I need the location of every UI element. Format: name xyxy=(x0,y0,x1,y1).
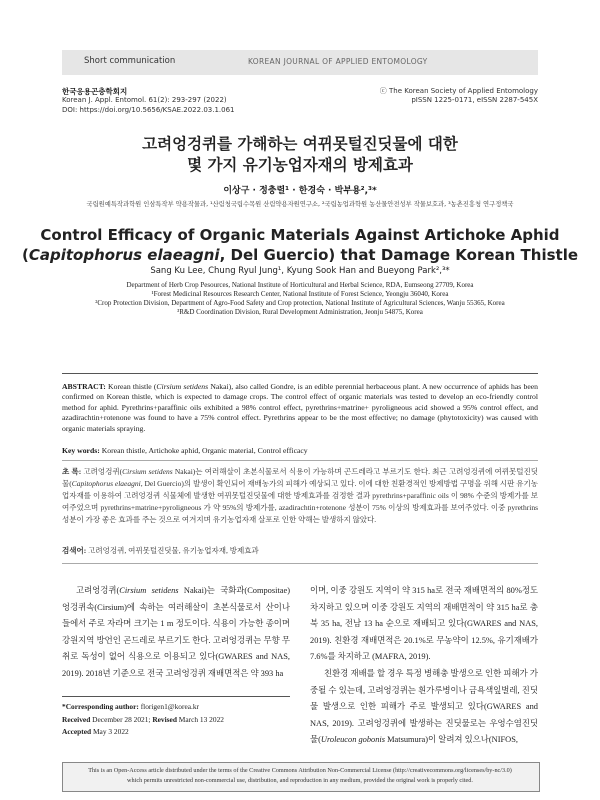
body-text-3: 친환경 재배를 할 경우 특정 병해충 발생으로 인한 피해가 가중될 수 있는데, 고려엉겅퀴는 흰가루병이나 금욕색잎벌레, 진딧물 발생으로 인한 피해가 주로 발생되고 있다(GWARES and NAS, 2019). 고려엉겅퀴에 발생하는 진딧물로는 우엉수염진딧물( xyxy=(310,668,538,745)
doi-link[interactable]: DOI: https://doi.org/10.5656/KSAE.2022.03.1.061 xyxy=(62,106,235,114)
body-text-2: Nakai)는 국화과(Compositae) 엉겅퀴속(Cirsium)에 속하는 여러해살이 초본식물로서 산이나 들에서 주로 자라며 크기는 1 m 정도이다. 식용이 가능한 종이며 강원지역 방언인 곤드레로 부르기도 한다. 고려엉겅퀴는 무향 무취로 독성이 없어 식용으로 이용되고 있다(GWARES and NAS, 2019). 2018년 기준으로 전국 고려엉겅퀴 재배면적은 약 393 ha xyxy=(62,586,290,678)
accepted xyxy=(62,726,290,739)
accepted-label: Accepted xyxy=(62,727,92,736)
body-paragraph-1: 이며, 이중 강원도 지역이 약 315 ha로 전국 재배면적의 80%정도 차지하고 있으며 이중 강원도 지역의 재배면적이 약 315 ha로 충북 35 ha, 전남 13 ha 순으로 재배되고 있다(GWARES and NAS, 2019). 친환경 재배면적은 20.1%로 무농약이 12.5%, 유기재배가 7.6%를 차지하고 (MAFRA, 2019). xyxy=(310,586,538,662)
footnote-rule xyxy=(62,696,290,697)
title-korean-line2: 몇 가지 유기농업자재의 방제효과 xyxy=(187,156,413,174)
article-type: Short communication xyxy=(84,56,176,66)
revised-label: Revised xyxy=(150,714,177,724)
korean-abstract-species-2: Capitophorus elaeagni xyxy=(71,479,141,488)
keywords xyxy=(62,446,538,455)
affiliation-en-2: ²Crop Protection Division, Department of Agro-Food Safety and Crop protection, National Institute of Agricultural Sciences, Wanju 55365, Korea xyxy=(95,299,505,307)
copyright: ⓒ The Korean Society of Applied Entomology xyxy=(379,87,538,95)
korean-abstract-text-2: Nakai)는 여러해살이 초본식물로서 식용이 가능하며 곤드레라고 부르기도 한다. 최근 고려엉겅퀴에 여뀌못털진딧물( xyxy=(62,467,538,488)
authors-english: Sang Ku Lee, Chung Ryul Jung¹, Kyung Sook Han and Bueyong Park²,³* xyxy=(150,266,450,276)
korean-abstract-species-1: Cirsium setidens xyxy=(122,467,173,476)
journal-name-header: KOREAN JOURNAL OF APPLIED ENTOMOLOGY xyxy=(248,57,428,66)
body-paragraph xyxy=(62,583,290,683)
abstract xyxy=(62,382,538,434)
body-text-1: 고려엉겅퀴( xyxy=(76,586,120,595)
title-english-line2-rest: , Del Guercio) that Damage Korean Thistle xyxy=(219,246,579,264)
citation: Korean J. Appl. Entomol. 61(2): 293-297 (2022) xyxy=(62,96,227,104)
received-date: December 28 2021; xyxy=(90,714,151,724)
korean-abstract-label: 초 록: xyxy=(62,467,82,476)
abstract-rule-bottom xyxy=(62,460,538,461)
open-access-line1: This is an Open-Access article distributed under the terms of the Creative Commons Attribution Non-Commercial License (http://creativecommons.org/licenses/by-nc/3.0) xyxy=(88,767,512,774)
footnote xyxy=(62,701,290,739)
revised-date: March 13 2022 xyxy=(176,714,224,724)
korean-keywords-text: 고려엉겅퀴, 여뀌못털진딧물, 유기농업자재, 방제효과 xyxy=(86,546,259,555)
accepted-date: May 3 2022 xyxy=(91,727,129,736)
open-access-notice xyxy=(66,766,534,786)
body-column-right xyxy=(310,583,538,749)
journal-korean-name: 한국응용곤충학회지 xyxy=(62,87,128,96)
received-revised xyxy=(62,714,290,727)
korean-abstract-text-3: , Del Guercio)의 발생이 확인되어 재배농가의 피해가 예상되고 있다. 이에 대한 친환경적인 방제방법 구명을 위해 시판 유기농업자재를 이용하여 고려엉겅퀴 식물체에 발생한 여뀌못털진딧물에 대한 방제효과를 검정한 결과 pyrethrins+paraffinic oils 이 98% 수준의 방제가를 보여주었으며 pyrethrins+matrine+pyroligneous 가 약 95%의 방제가를, azadirachtin+rotenone 성분이 75% 이상의 방제효과를 보여주었다. 이중 pyrethrins 성분이 가장 좋은 효과를 주는 것으로 여겨지며 유기농업자재 살포로 인한 약해는 발생하지 않았다. xyxy=(62,479,538,524)
corresponding-email[interactable]: florigen1@korea.kr xyxy=(138,702,200,711)
korean-abstract-rule xyxy=(62,563,538,564)
title-english-line1: Control Efficacy of Organic Materials Against Artichoke Aphid xyxy=(40,226,560,244)
korean-keywords-label: 검색어: xyxy=(62,546,87,555)
species-name: Capitophorus elaeagni xyxy=(28,246,220,264)
authors-korean: 이상구 · 정충렬¹ · 한경숙 · 박부용²,³* xyxy=(223,186,377,196)
corresponding-label: *Corresponding author: xyxy=(62,702,139,711)
korean-keywords xyxy=(62,545,538,556)
abstract-species: Cirsium setidens xyxy=(156,382,209,391)
issn: pISSN 1225-0171, eISSN 2287-545X xyxy=(411,96,538,104)
title-english-line2 xyxy=(0,246,600,264)
abstract-label: ABSTRACT: xyxy=(62,382,106,391)
body-column-left xyxy=(62,583,290,683)
title-korean-line1: 고려엉겅퀴를 가해하는 여뀌못털진딧물에 대한 xyxy=(142,135,458,153)
abstract-rule xyxy=(62,373,538,374)
affiliation-en-0: Department of Herb Crop Pesources, National Institute of Horticultural and Herbal Science, RDA, Eumseong 27709, Korea xyxy=(126,281,474,289)
affiliation-en-3: ³R&D Coordination Division, Rural Development Administration, Jeonju 54875, Korea xyxy=(177,308,423,316)
body-species-2: Uroleucon gobonis xyxy=(320,735,386,745)
korean-abstract-text-1: 고려엉겅퀴( xyxy=(81,467,123,476)
affiliations-korean: 국립원예특작과학원 인삼특작부 약용작물과, ¹산림청국립수목원 산림약용자원연구소, ²국립농업과학원 농산물안전성부 작물보호과, ³농촌진흥청 연구정책국 xyxy=(86,201,514,208)
body-paragraph-2 xyxy=(310,666,538,749)
corresponding-author xyxy=(62,701,290,714)
keywords-label: Key words: xyxy=(62,446,100,455)
affiliation-en-1: ¹Forest Medicinal Resources Research Center, National Institute of Forest Science, Yeongju 36040, Korea xyxy=(151,290,449,298)
open-access-line2: which permits unrestricted non-commercial use, distribution, and reproduction in any medium, provided the original work is properly cited. xyxy=(127,777,473,784)
korean-abstract xyxy=(62,466,538,526)
received-label: Received xyxy=(62,714,91,724)
keywords-text: Korean thistle, Artichoke aphid, Organic material, Control efficacy xyxy=(99,446,308,455)
abstract-text-2: Nakai), also called Gondre, is an edible perennial herbaceous plant. A new occurrence of aphids has been confirmed on Korean thistle, which is expected to damage crops. The control effect of organic materials was tested to develop an eco-friendly control method for aphid. Pyrethrins+paraffinic oils exhibited a 98% control effect, pyrethrins+matrine+ pyroligneous acid showed a 95% control effect, and azadirachtin+rotenone was found to have a 75% control effect. Pyrethrins appear to be the most effective; no damage (phytotoxicity) was caused with organic materials spraying. xyxy=(62,382,538,433)
abstract-text-1: Korean thistle ( xyxy=(105,382,157,391)
body-text-4: Matsumura)이 알려져 있으나(NIFOS, xyxy=(385,735,518,745)
body-species: Cirsium setidens xyxy=(119,586,179,595)
title-paren: ( xyxy=(21,246,29,264)
